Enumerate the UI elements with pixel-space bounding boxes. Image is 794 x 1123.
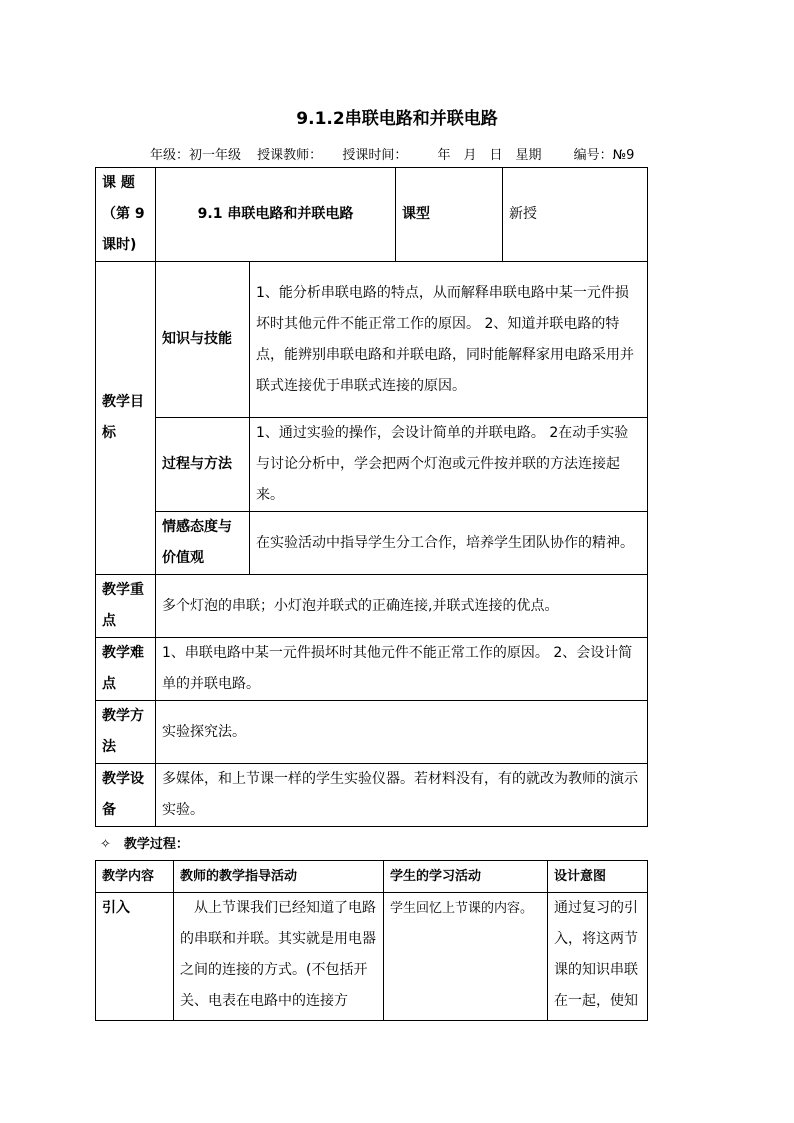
grade-label: 年级：初一年级 (150, 148, 242, 163)
goal-process-label: 过程与方法 (156, 418, 250, 512)
topic-label: 课 题（第 9 课时) (96, 168, 156, 262)
method-text: 实验探究法。 (156, 701, 648, 764)
number-label: 编号：№9 (573, 148, 635, 163)
date-label: 年 月 日 星期 (437, 148, 542, 163)
row-content: 引入 (96, 893, 174, 1021)
row-student: 学生回忆上节课的内容。 (384, 893, 548, 1021)
goals-label: 教学目标 (96, 262, 156, 575)
method-label: 教学方法 (96, 701, 156, 764)
goal-emotion-text: 在实验活动中指导学生分工合作，培养学生团队协作的精神。 (250, 512, 648, 575)
goal-knowledge-text: 1、能分析串联电路的特点，从而解释串联电路中某一元件损坏时其他元件不能正常工作的原因。 2、知道并联电路的特点，能辨别串联电路和并联电路，同时能解释家用电路采用并联式连接优于串联式连接的原因。 (250, 262, 648, 418)
row-teacher: 从上节课我们已经知道了电路的串联和并联。其实就是用电器之间的连接的方式。(不包括开关、电表在电路中的连接方 (174, 893, 384, 1021)
process-heading: ✧ 教学过程： (100, 837, 189, 852)
goal-process-text: 1、通过实验的操作，会设计简单的并联电路。 2在动手实验与讨论分析中，学会把两个灯泡或元件按并联的方法连接起来。 (250, 418, 648, 512)
difficulties-text: 1、串联电路中某一元件损坏时其他元件不能正常工作的原因。 2、会设计简单的并联电路。 (156, 638, 648, 701)
goal-emotion-label: 情感态度与价值观 (156, 512, 250, 575)
key-points-label: 教学重点 (96, 575, 156, 638)
time-label: 授课时间： (342, 148, 408, 163)
type-label: 课型 (396, 168, 503, 262)
page-title: 9.1.2串联电路和并联电路 (296, 109, 498, 129)
process-table (95, 860, 648, 1021)
type-value: 新授 (503, 168, 648, 262)
topic-value: 9.1 串联电路和并联电路 (156, 168, 396, 262)
header-intent: 设计意图 (548, 861, 648, 893)
difficulties-label: 教学难点 (96, 638, 156, 701)
header-teacher: 教师的教学指导活动 (174, 861, 384, 893)
row-intent: 通过复习的引入，将这两节课的知识串联在一起，使知 (548, 893, 648, 1021)
goal-knowledge-label: 知识与技能 (156, 262, 250, 418)
lesson-meta (150, 144, 650, 163)
header-student: 学生的学习活动 (384, 861, 548, 893)
equipment-label: 教学设备 (96, 764, 156, 827)
key-points-text: 多个灯泡的串联；小灯泡并联式的正确连接,并联式连接的优点。 (156, 575, 648, 638)
lesson-plan-table (95, 167, 648, 827)
equipment-text: 多媒体，和上节课一样的学生实验仪器。若材料没有，有的就改为教师的演示实验。 (156, 764, 648, 827)
teacher-label: 授课教师： (257, 148, 323, 163)
header-content: 教学内容 (96, 861, 174, 893)
